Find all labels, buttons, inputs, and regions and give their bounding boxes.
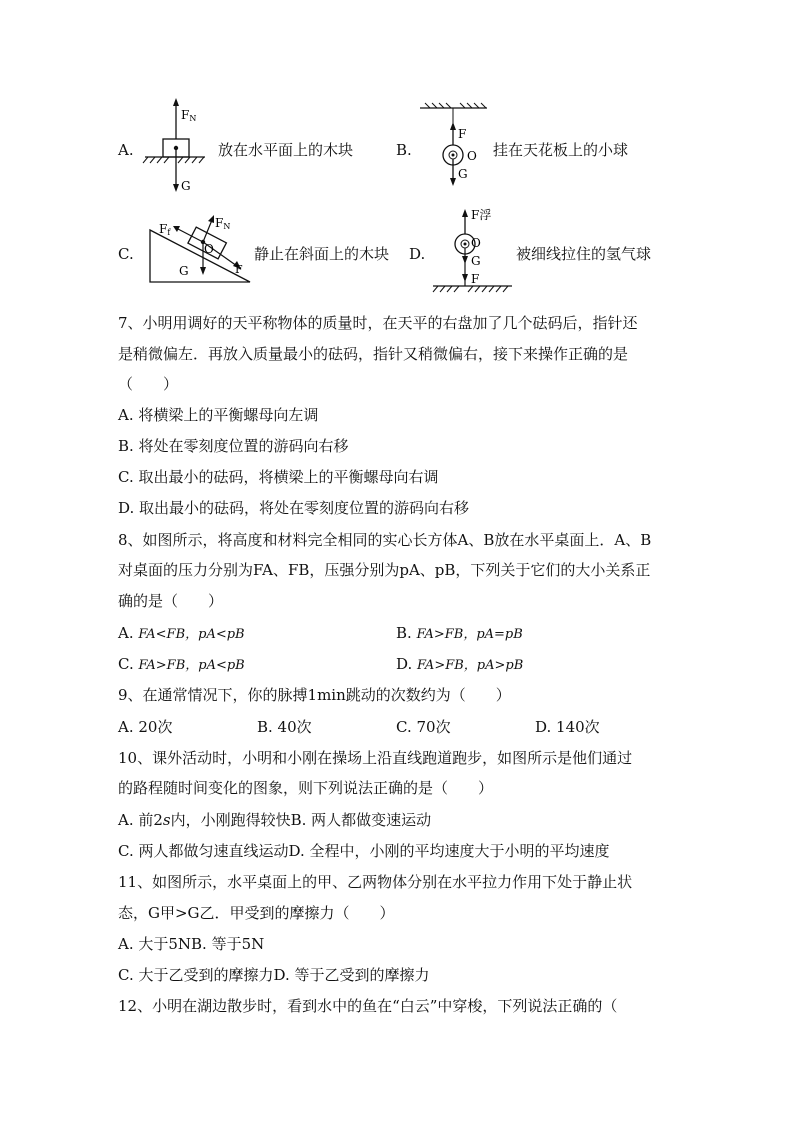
q10-options-ab: A. 前2s内，小刚跑得较快B. 两人都做变速运动 (118, 811, 432, 829)
q8-option-b: B. FA>FB，pA=pB (396, 624, 523, 642)
q9-option-a: A. 20次 (118, 718, 173, 736)
q7-stem-line1: 7、小明用调好的天平称物体的质量时，在天平的右盘加了几个砝码后，指针还 (118, 314, 638, 332)
q8-option-c: C. FA>FB，pA<pB (118, 655, 245, 673)
q8-stem-line2: 对桌面的压力分别为FA、FB，压强分别为pA、pB，下列关于它们的大小关系正 (118, 561, 651, 579)
q10-options-cd: C. 两人都做匀速直线运动D. 全程中，小刚的平均速度大于小明的平均速度 (118, 842, 610, 860)
q7-option-a: A. 将横梁上的平衡螺母向左调 (118, 406, 319, 424)
q7-option-b: B. 将处在零刻度位置的游码向右移 (118, 437, 349, 455)
q10-stem-line1: 10、课外活动时，小明和小刚在操场上沿直线跑道跑步，如图所示是他们通过 (118, 749, 633, 767)
q7-answer-blank: （ ） (118, 375, 179, 393)
q11-stem-line1: 11、如图所示，水平桌面上的甲、乙两物体分别在水平拉力作用下处于静止状 (118, 873, 633, 891)
g-label: G (458, 167, 468, 181)
option-a-caption: 放在水平面上的木块 (218, 141, 354, 159)
q8-option-b-relation: FA>FB，pA=pB (416, 627, 523, 642)
q9-option-c: C. 70次 (396, 718, 451, 736)
f-label: F (458, 127, 467, 141)
g-label: G (181, 179, 191, 193)
q9-option-d: D. 140次 (535, 718, 600, 736)
figure-c-block-on-slope (145, 208, 255, 288)
f-label: F (235, 263, 243, 276)
q7-stem-line2: 是稍微偏左．再放入质量最小的砝码，指针又稍微偏右，接下来操作正确的是 (118, 345, 629, 363)
option-c-letter: C. (118, 245, 134, 263)
q8-option-a: A. FA<FB，pA<pB (118, 624, 245, 642)
option-d-caption: 被细线拉住的氢气球 (516, 245, 652, 263)
option-b-caption: 挂在天花板上的小球 (493, 141, 629, 159)
q8-option-d-relation: FA>FB，pA>pB (417, 658, 524, 673)
figure-a-block-on-floor (140, 95, 210, 195)
fn-label: FN (181, 108, 197, 123)
g-label: G (471, 254, 481, 268)
option-c-caption: 静止在斜面上的木块 (254, 245, 390, 263)
o-label: O (204, 242, 214, 256)
option-b-letter: B. (396, 141, 412, 159)
q11-stem-line2: 态，G甲>G乙．甲受到的摩擦力（ ） (118, 904, 395, 922)
q7-option-c: C. 取出最小的砝码，将横梁上的平衡螺母向右调 (118, 468, 439, 486)
q9-option-b: B. 40次 (257, 718, 312, 736)
q11-options-cd: C. 大于乙受到的摩擦力D. 等于乙受到的摩擦力 (118, 966, 430, 984)
q8-stem-line1: 8、如图所示，将高度和材料完全相同的实心长方体A、B放在水平桌面上．A、B (118, 531, 652, 549)
o-label: O (467, 149, 477, 163)
q11-options-ab: A. 大于5NB. 等于5N (118, 935, 265, 953)
q10-stem-line2: 的路程随时间变化的图象，则下列说法正确的是（ ） (118, 779, 494, 797)
f-label: F (471, 272, 480, 286)
q8-option-c-relation: FA>FB，pA<pB (138, 658, 245, 673)
q8-option-d: D. FA>FB，pA>pB (396, 655, 524, 673)
figure-d-hydrogen-balloon (430, 206, 520, 296)
q12-stem-line1: 12、小明在湖边散步时，看到水中的鱼在“白云”中穿梭，下列说法正确的（ (118, 997, 618, 1015)
q8-option-a-relation: FA<FB，pA<pB (138, 627, 245, 642)
figure-b-ball-on-ceiling (415, 103, 495, 188)
option-a-letter: A. (118, 141, 134, 159)
q8-stem-line3: 确的是（ ） (118, 592, 224, 610)
g-label: G (179, 264, 189, 278)
ffu-label: F浮 (471, 208, 492, 222)
q7-option-d: D. 取出最小的砝码，将处在零刻度位置的游码向右移 (118, 499, 470, 517)
fn-label: FN (215, 216, 231, 231)
option-d-letter: D. (409, 245, 426, 263)
ff-label: Ff (159, 222, 171, 237)
o-label: O (471, 236, 481, 250)
q9-stem: 9、在通常情况下，你的脉搏1min跳动的次数约为（ ） (118, 686, 511, 704)
